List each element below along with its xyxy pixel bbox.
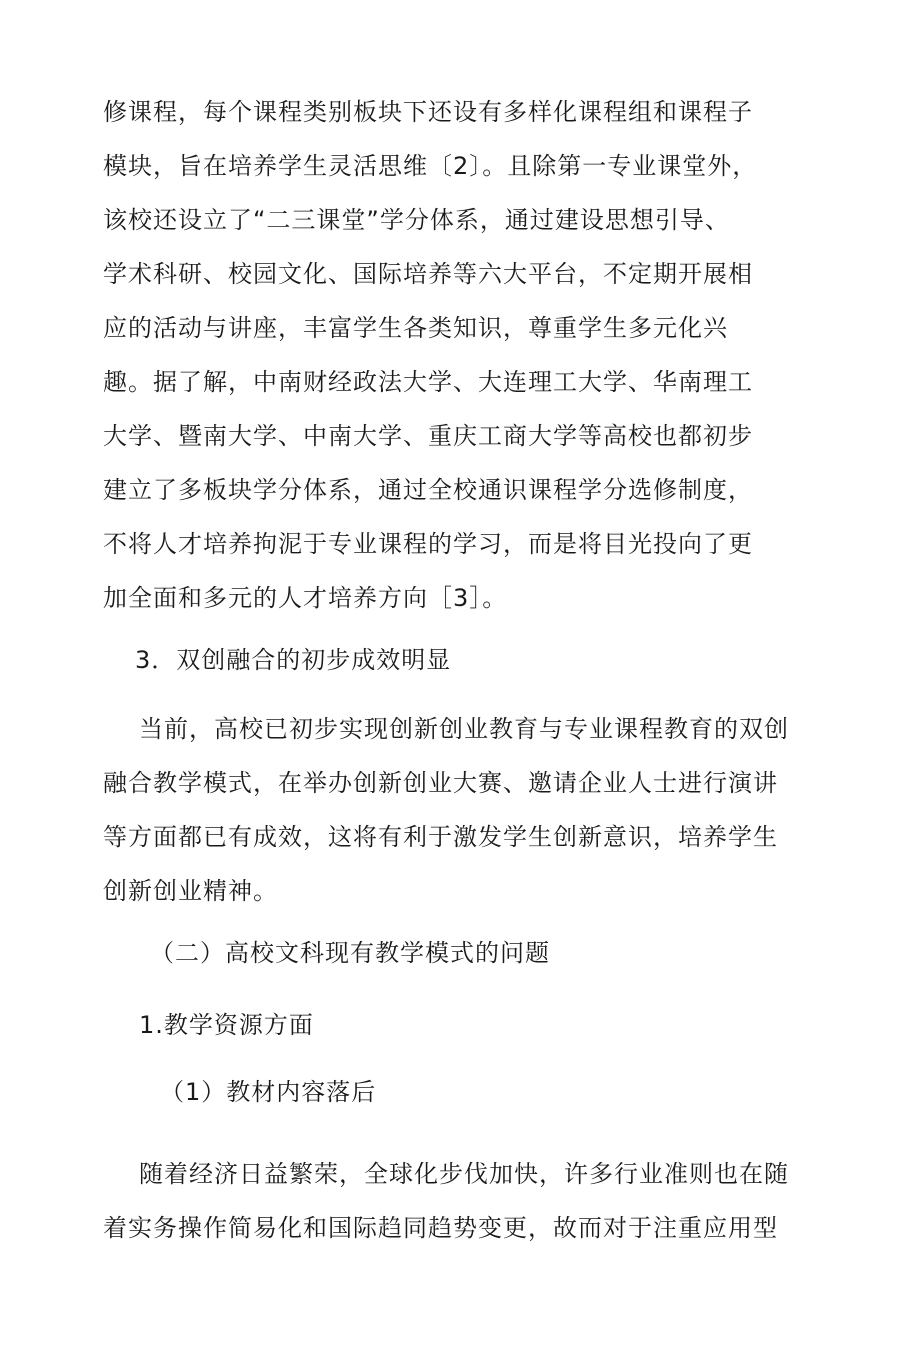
- subheading: 1.教学资源方面: [139, 1011, 314, 1039]
- text-line: 等方面都已有成效，这将有利于激发学生创新意识，培养学生: [103, 823, 778, 851]
- text-line: 加全面和多元的人才培养方向［3］。: [103, 584, 508, 612]
- text-line: 着实务操作简易化和国际趋同趋势变更，故而对于注重应用型: [103, 1214, 778, 1242]
- text-line: 不将人才培养拘泥于专业课程的学习，而是将目光投向了更: [103, 530, 753, 558]
- text-line: 建立了多板块学分体系，通过全校通识课程学分选修制度，: [103, 476, 753, 504]
- text-line: 随着经济日益繁荣，全球化步伐加快，许多行业准则也在随: [139, 1160, 789, 1188]
- section-heading: 3．双创融合的初步成效明显: [135, 646, 452, 674]
- text-line: 大学、暨南大学、中南大学、重庆工商大学等高校也都初步: [103, 422, 753, 450]
- text-line: 当前，高校已初步实现创新创业教育与专业课程教育的双创: [139, 715, 789, 743]
- text-line: 该校还设立了“二三课堂”学分体系，通过建设思想引导、: [103, 206, 730, 234]
- text-line: 趣。据了解，中南财经政法大学、大连理工大学、华南理工: [103, 368, 753, 396]
- section-heading: （二）高校文科现有教学模式的问题: [150, 939, 550, 967]
- text-line: 应的活动与讲座，丰富学生各类知识，尊重学生多元化兴: [103, 314, 728, 342]
- subheading: （1）教材内容落后: [160, 1078, 377, 1106]
- text-line: 创新创业精神。: [103, 877, 278, 905]
- text-line: 融合教学模式，在举办创新创业大赛、邀请企业人士进行演讲: [103, 769, 778, 797]
- text-line: 模块，旨在培养学生灵活思维〔2〕。且除第一专业课堂外，: [103, 152, 758, 180]
- text-line: 修课程，每个课程类别板块下还设有多样化课程组和课程子: [103, 98, 753, 126]
- text-line: 学术科研、校园文化、国际培养等六大平台，不定期开展相: [103, 260, 753, 288]
